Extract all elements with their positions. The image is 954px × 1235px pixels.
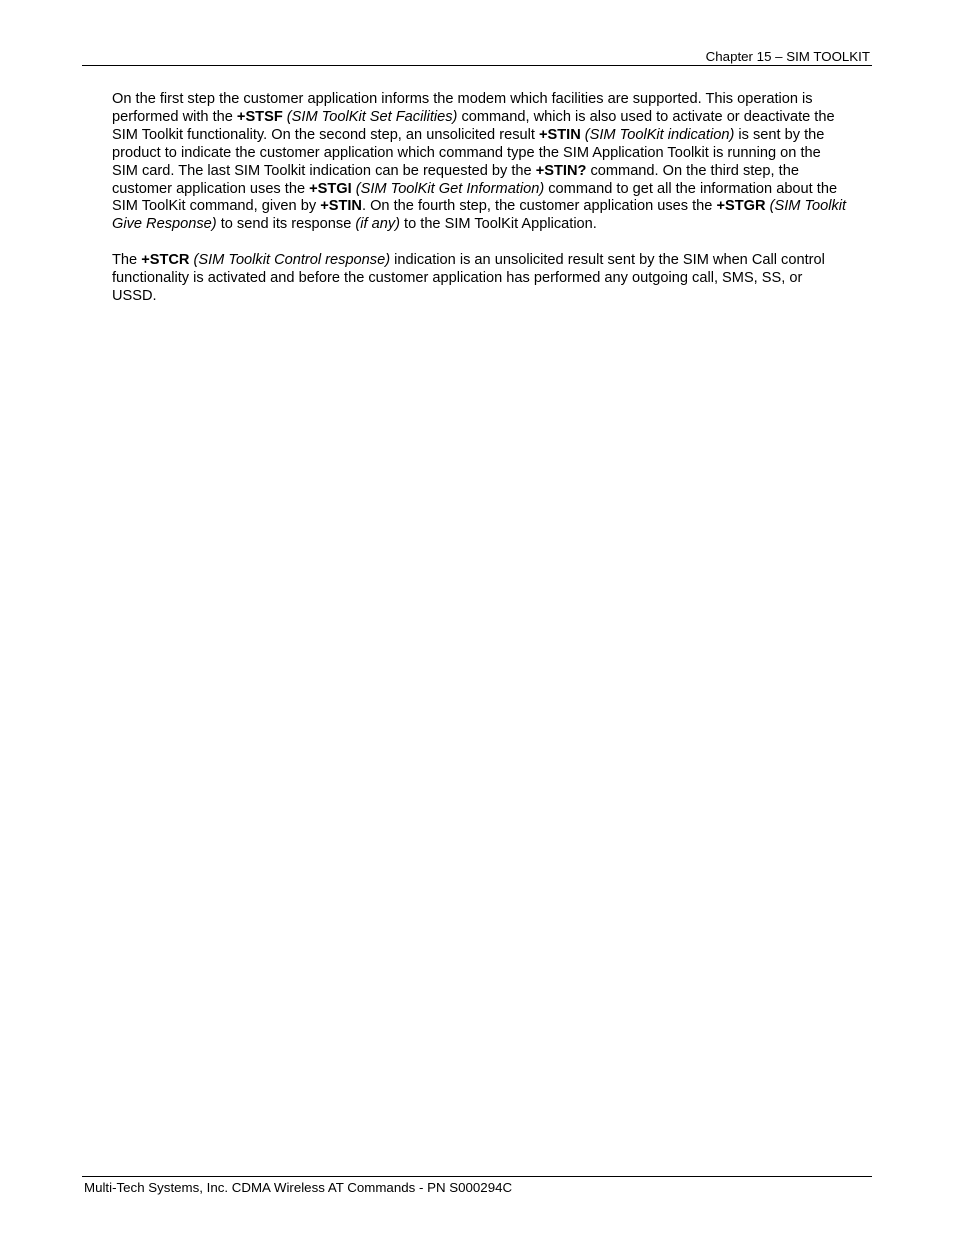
text-run: command to get all the information about the SIM ToolKit command, given by: [112, 180, 838, 215]
italic-run: (SIM Toolkit Give Response): [112, 198, 847, 233]
command-stsf: +STSF: [236, 108, 283, 125]
italic-run: (SIM ToolKit indication): [580, 126, 735, 143]
text-run: indication is an unsolicited result sent by the SIM when Call control functionality is activated and before the customer application has performed any outgoing call, SMS, SS, or USSD.: [112, 252, 825, 305]
text-run: On the first step the customer application informs the modem which facilities are supported. This operation is performed with the: [112, 91, 813, 125]
text-run: is sent by the product to indicate the customer application which command type the SIM Application Toolkit is running on the SIM card. The last SIM Toolkit indication can be requested by the: [112, 126, 825, 179]
chapter-title: Chapter 15 – SIM TOOLKIT: [705, 49, 870, 64]
command-stgr: +STGR: [716, 198, 766, 215]
italic-run: (if any): [355, 216, 400, 233]
italic-run: (SIM ToolKit Get Information): [351, 180, 545, 197]
text-run: . On the fourth step, the customer application uses the: [361, 198, 717, 215]
italic-run: (SIM ToolKit Set Facilities): [282, 108, 458, 125]
page-body: [112, 91, 847, 324]
text-run: to the SIM ToolKit Application.: [399, 216, 597, 233]
italic-run: (SIM Toolkit Control response): [189, 252, 391, 269]
text-run: command, which is also used to activate or deactivate the SIM Toolkit functionality. On the second step, an unsolicited result: [112, 108, 835, 143]
text-run: to send its response: [216, 216, 356, 233]
page-header: [82, 47, 872, 66]
paragraph-stcr: [112, 252, 847, 306]
command-stgi: +STGI: [309, 180, 352, 197]
command-stin: +STIN: [320, 198, 362, 215]
text-run: The: [112, 252, 142, 269]
command-stin: +STIN: [538, 126, 581, 143]
page-footer: [82, 1176, 872, 1195]
text-run: command. On the third step, the customer application uses the: [112, 162, 799, 197]
paragraph-steps: [112, 91, 847, 234]
command-stcr: +STCR: [141, 252, 190, 269]
footer-text: Multi-Tech Systems, Inc. CDMA Wireless AT Commands - PN S000294C: [84, 1180, 513, 1195]
command-stin-query: +STIN?: [535, 162, 587, 179]
